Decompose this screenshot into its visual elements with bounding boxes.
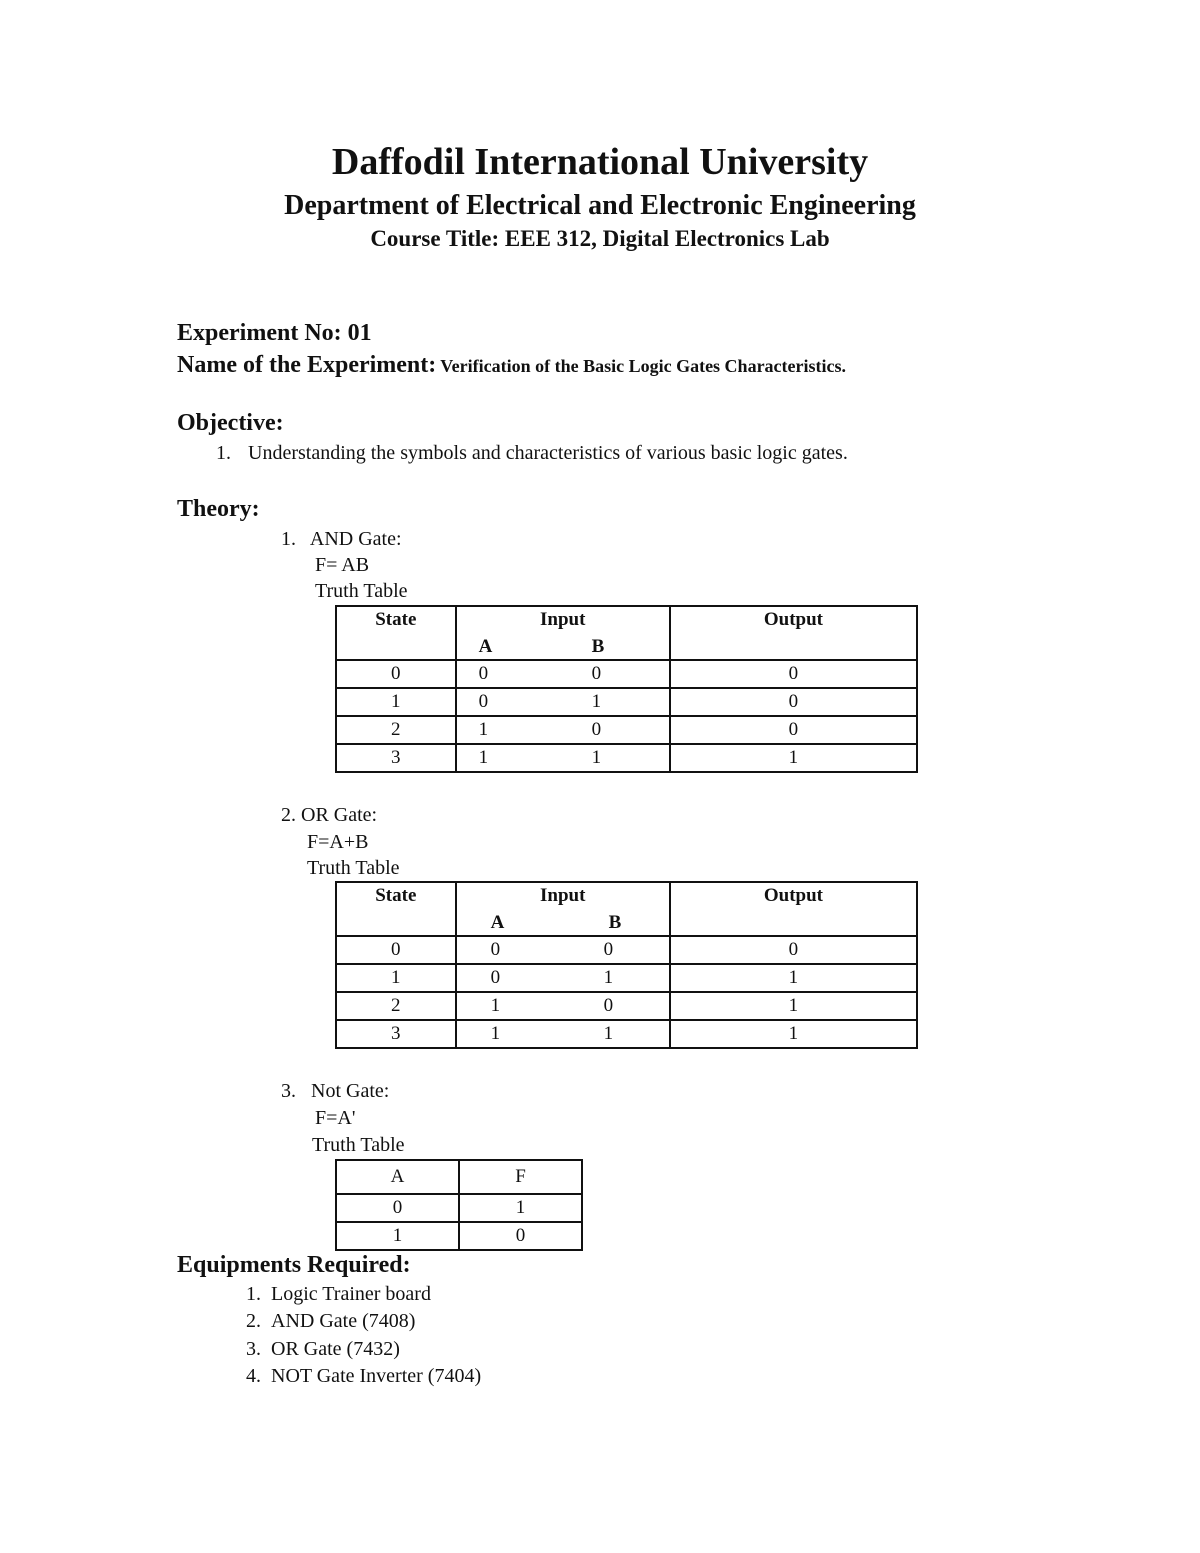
- a-cell: 1: [336, 1222, 459, 1250]
- output-header: Output: [670, 606, 917, 660]
- state-cell: 2: [336, 716, 456, 744]
- not-gate-table-label: Truth Table: [312, 1134, 405, 1156]
- output-cell: 1: [670, 964, 917, 992]
- objective-item-text: Understanding the symbols and characteristics of various basic logic gates.: [248, 442, 848, 464]
- not-gate-formula: F=A': [315, 1107, 356, 1129]
- table-header-row: [336, 882, 917, 936]
- output-cell: 0: [670, 936, 917, 964]
- input-cell: 1 1: [456, 1020, 670, 1048]
- table-row: [336, 1194, 582, 1222]
- or-truth-table: [335, 881, 918, 1049]
- table-header-row: [336, 606, 917, 660]
- input-a-header: A: [478, 636, 493, 657]
- input-cell: 0 1: [456, 688, 670, 716]
- experiment-number: Experiment No: 01: [177, 320, 372, 346]
- or-gate-formula: F=A+B: [307, 831, 369, 853]
- objective-heading: Objective:: [177, 410, 284, 436]
- table-row: [336, 716, 917, 744]
- equipment-heading: Equipments Required:: [177, 1252, 411, 1278]
- list-item: 2. AND Gate (7408): [246, 1310, 416, 1332]
- output-cell: 1: [670, 744, 917, 772]
- a-header: A: [336, 1160, 459, 1194]
- theory-heading: Theory:: [177, 496, 260, 522]
- input-a-header: A: [490, 912, 505, 933]
- list-item: 3. OR Gate (7432): [246, 1338, 400, 1360]
- table-header-row: [336, 1160, 582, 1194]
- f-cell: 0: [459, 1222, 582, 1250]
- input-b-header: B: [608, 912, 622, 933]
- state-cell: 3: [336, 1020, 456, 1048]
- objective-item-number: 1.: [216, 442, 231, 464]
- table-row: [336, 744, 917, 772]
- f-header: F: [459, 1160, 582, 1194]
- experiment-name-label: Name of the Experiment:: [177, 352, 437, 378]
- not-truth-table: [335, 1159, 583, 1251]
- course-title: Course Title: EEE 312, Digital Electronics Lab: [370, 226, 830, 251]
- state-cell: 0: [336, 660, 456, 688]
- f-cell: 1: [459, 1194, 582, 1222]
- input-cell: 1 1: [456, 744, 670, 772]
- table-row: [336, 1020, 917, 1048]
- table-row: [336, 660, 917, 688]
- output-cell: 0: [670, 716, 917, 744]
- input-b-header: B: [591, 636, 605, 657]
- output-header: Output: [670, 882, 917, 936]
- state-cell: 1: [336, 688, 456, 716]
- table-row: [336, 964, 917, 992]
- input-cell: 0 1: [456, 964, 670, 992]
- and-gate-title: 1. AND Gate:: [281, 528, 402, 550]
- state-cell: 2: [336, 992, 456, 1020]
- table-row: [336, 1222, 582, 1250]
- input-cell: 1 0: [456, 716, 670, 744]
- experiment-name: [177, 352, 846, 379]
- table-row: [336, 992, 917, 1020]
- list-item: 1. Logic Trainer board: [246, 1283, 431, 1305]
- list-item: 4. NOT Gate Inverter (7404): [246, 1365, 482, 1387]
- university-title: Daffodil International University: [331, 141, 869, 183]
- input-header: Input A B: [456, 882, 670, 936]
- state-cell: 0: [336, 936, 456, 964]
- table-row: [336, 936, 917, 964]
- state-cell: 3: [336, 744, 456, 772]
- or-gate-table-label: Truth Table: [307, 857, 400, 879]
- not-gate-title: 3. Not Gate:: [281, 1080, 390, 1102]
- state-header: State: [336, 882, 456, 936]
- output-cell: 0: [670, 660, 917, 688]
- experiment-name-value: Verification of the Basic Logic Gates Characteristics.: [440, 356, 847, 376]
- output-cell: 1: [670, 1020, 917, 1048]
- input-cell: 0 0: [456, 936, 670, 964]
- department-title: Department of Electrical and Electronic Engineering: [284, 190, 916, 221]
- and-gate-table-label: Truth Table: [315, 580, 408, 602]
- output-cell: 1: [670, 992, 917, 1020]
- or-gate-title: 2. OR Gate:: [281, 804, 378, 826]
- input-cell: 1 0: [456, 992, 670, 1020]
- and-truth-table: [335, 605, 918, 773]
- and-gate-formula: F= AB: [315, 554, 370, 576]
- input-cell: 0 0: [456, 660, 670, 688]
- a-cell: 0: [336, 1194, 459, 1222]
- state-header: State: [336, 606, 456, 660]
- table-row: [336, 688, 917, 716]
- output-cell: 0: [670, 688, 917, 716]
- input-header: Input A B: [456, 606, 670, 660]
- state-cell: 1: [336, 964, 456, 992]
